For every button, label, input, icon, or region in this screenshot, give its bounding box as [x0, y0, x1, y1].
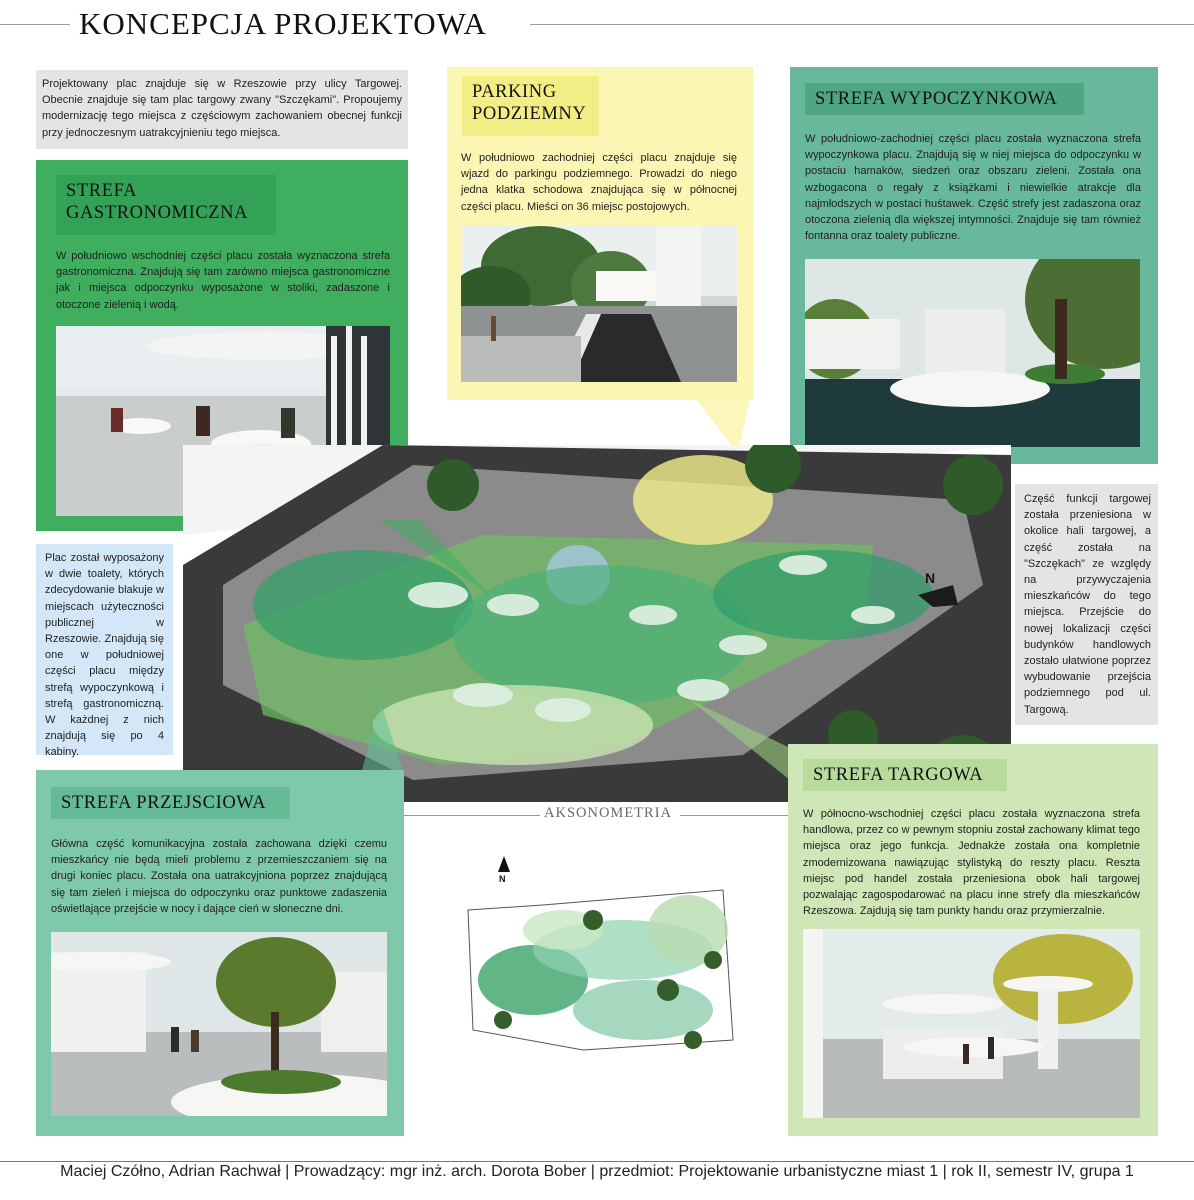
axonometry-rule-right [680, 815, 788, 816]
intro-text: Projektowany plac znajduje się w Rzeszowie przy ulicy Targowej. Obecnie znajduje się tam plac targowy zwany "Szczękami". Propoujemy modernizację tego miejsca z częściowym zachowaniem obecnej funkcji przy jednoczesnym uatrakcyjnieniu tego miejsca. [42, 78, 402, 139]
page-title: KONCEPCJA PROJEKTOWA [79, 6, 487, 41]
gastronomic-title-line1: STREFA [66, 181, 138, 201]
transit-render [51, 932, 387, 1116]
parking-title-line2: PODZIEMNY [472, 104, 587, 124]
north-arrow-icon: N [925, 570, 936, 586]
market-text: W północno-wschodniej części placu została wyznaczona strefa handlowa, przez co w pewnym stopniu został zachowany klimat tego miejsca oraz jego funkcja. Jednakże została ona kompletnie zmodernizowana nawiązując stylistyką do reszty placu. Reszta miejsc pod handel została przeniesiona obok hali targowej pozwalając zagospodarować na placu inne strefy dla mieszkańców Rzeszowa. Zajdują się tam punkty handu oraz przymierzalnie. [803, 808, 1140, 918]
gastronomic-callout-pointer [380, 520, 500, 600]
rest-title: STREFA WYPOCZYNKOWA [805, 83, 1084, 115]
footer-credits: Maciej Czółno, Adrian Rachwał | Prowadzący: mgr inż. arch. Dorota Bober | przedmiot: Projektowanie urbanistyczne miast 1 | rok II, semestr IV, grupa 1 [60, 1163, 1134, 1180]
transit-title: STREFA PRZEJSCIOWA [51, 787, 290, 819]
parking-text: W południowo zachodniej części placu znajduje się wjazd do parkingu podziemnego. Prowadzi do niego jedna klatka schodowa znajdująca się w północnej części placu. Mieści on 36 miejsc postojowych. [461, 152, 737, 213]
transit-text: Główna część komunikacyjna została zachowana dzięki czemu mieszkańcy nie będą mieli problemu z przemieszczaniem się na drugi koniec placu. Została ona uatrakcyjniona poprzez znajdującą się tam zieleń i miejsca do odpoczynku oraz punktowe zadaszenia oświetlające przejście w nocy i dające cień w słoneczne dni. [51, 838, 387, 915]
parking-title-line1: PARKING [472, 82, 557, 102]
site-plan [463, 850, 739, 1060]
axonometry-rule-left [404, 815, 540, 816]
transit-callout-pointer [360, 700, 420, 780]
axonometry-label: AKSONOMETRIA [541, 805, 675, 822]
footer-rule [0, 1161, 1194, 1162]
svg-text:N: N [499, 874, 506, 884]
gastronomic-title-line2: GASTRONOMICZNA [66, 203, 249, 223]
parking-render [461, 226, 737, 382]
toilets-text: Plac został wyposażony w dwie toalety, których zdecydowanie blakuje w miejscach użyteczności publicznej w Rzeszowie. Znajdują się one w południowej części placu między strefą wypoczynkową i strefą gastronomiczną. W każdnej z nich znajdują się po 4 kabiny. [45, 552, 164, 759]
gastronomic-text: W południowo wschodniej części placu została wyznaczona strefa gastronomiczna. Znajdują się tam zarówno miejsca gastronomiczne jak i miejsca odpoczynku wyposażone w stoliki, zadaszone i otoczone zielenią i wodą. [56, 250, 390, 311]
market-note-text: Część funkcji targowej została przeniesiona w okolice hali targowej, a część została na "Szczękach" ze względy na przywyczajenia mieszkańców do tego miejsca. Przejście do nowej lokalizacji części budynków handlowych zostało ułatwione poprzez wybudowanie przejścia podziemnego pod ul. Targową. [1024, 493, 1151, 716]
title-rule-right [530, 24, 1194, 25]
title-rule-left [0, 24, 70, 25]
rest-text: W południowo-zachodniej części placu została wyznaczona strefa wypoczynkowa placu. Znajdują się w niej miejsca do odpoczynku w postaciu hamaków, siedzeń oraz obszaru zieleni. Została ona wzbogacona o regały z książkami i niewielkie atrakcje dla najmłodszych w postaci huśtawek. Część strefy jest zadaszona oraz otoczona zielenią dla większej intymności. Znajduje się tam również fontanna oraz toalety publiczne. [805, 133, 1141, 243]
rest-render [805, 259, 1140, 447]
market-render [803, 929, 1140, 1118]
market-title: STREFA TARGOWA [803, 759, 1007, 791]
gastronomic-title [56, 175, 276, 235]
parking-title [462, 76, 599, 136]
